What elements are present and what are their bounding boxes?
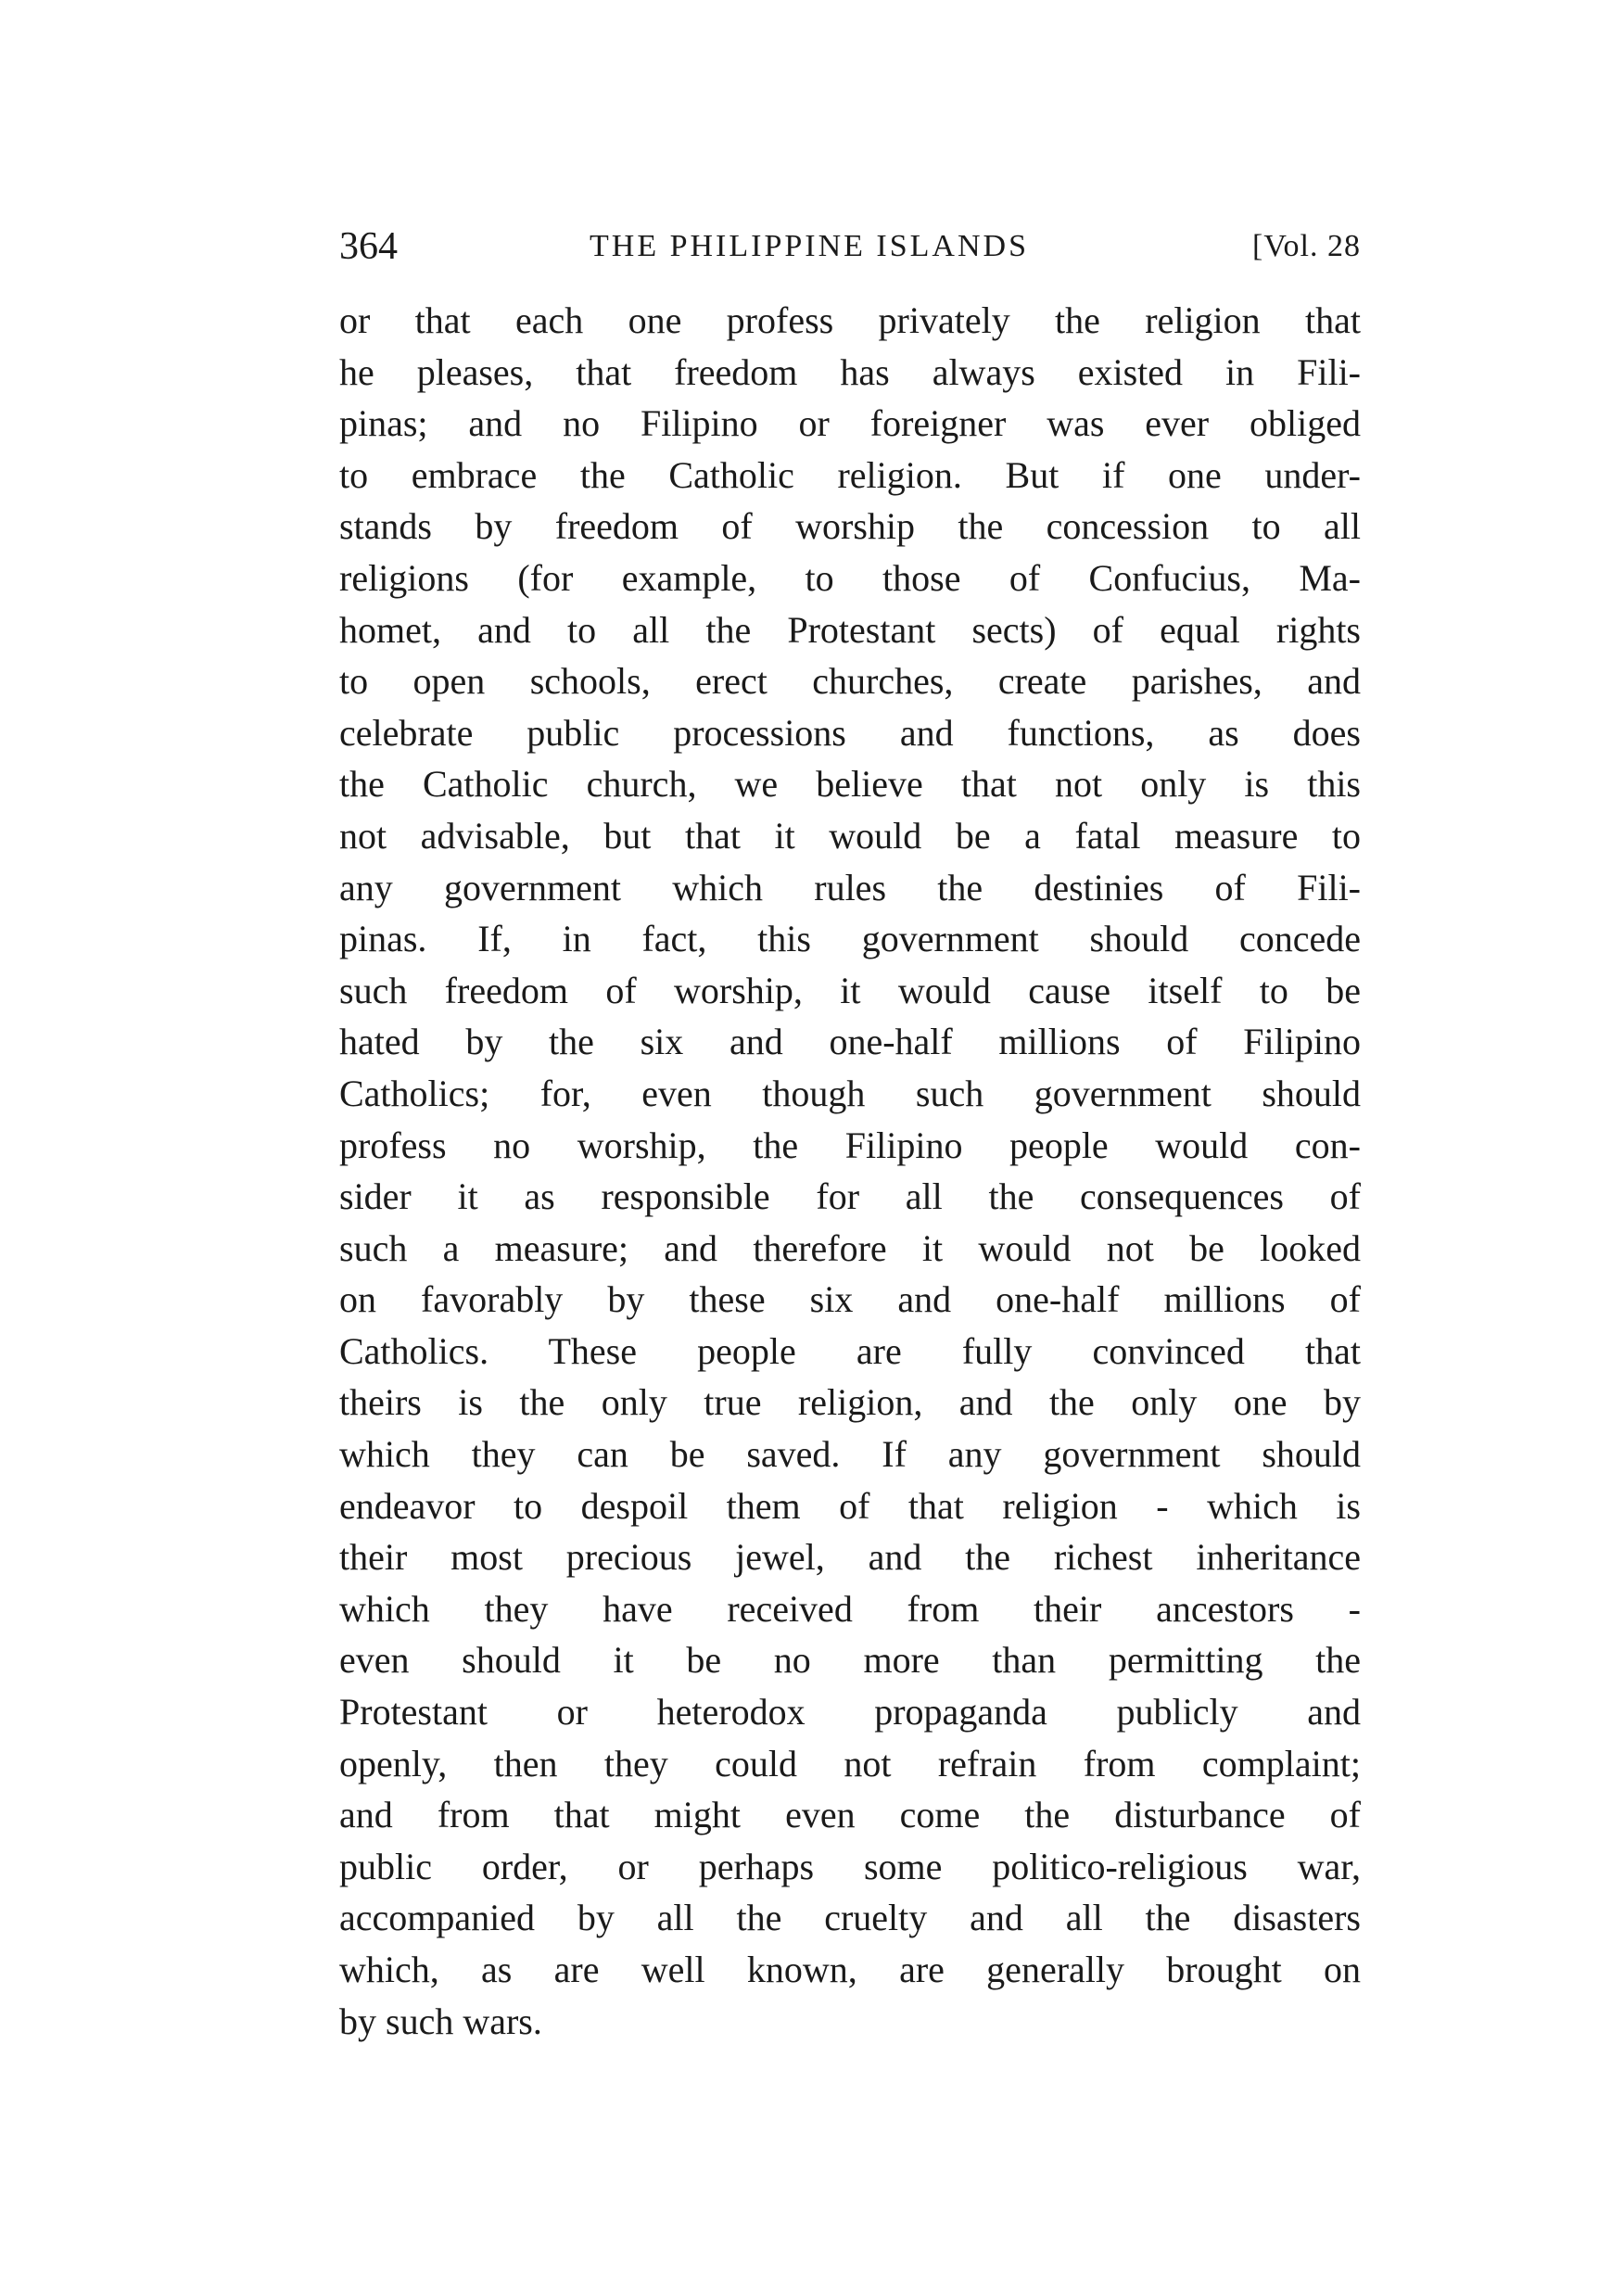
text-line: to open schools, erect churches, create parishes, and — [339, 660, 1361, 703]
text-line: not advisable, but that it would be a fatal measure to — [339, 814, 1361, 857]
text-line: religions (for example, to those of Confucius, Ma- — [339, 556, 1361, 599]
text-line: stands by freedom of worship the concession to all — [339, 505, 1361, 548]
text-line: celebrate public processions and functions, as does — [339, 711, 1361, 754]
text-line: which, as are well known, are generally brought on — [339, 1949, 1361, 1990]
text-line: their most precious jewel, and the richest inheritance — [339, 1536, 1361, 1579]
text-line: such freedom of worship, it would cause itself to be — [339, 969, 1361, 1011]
text-line: on favorably by these six and one-half millions of — [339, 1278, 1361, 1321]
text-line: sider it as responsible for all the consequences of — [339, 1175, 1361, 1218]
volume-label: [Vol. 28 — [1252, 229, 1361, 263]
text-line: which they have received from their ancestors - — [339, 1587, 1361, 1630]
text-line: or that each one profess privately the religion that — [339, 299, 1361, 341]
text-line: public order, or perhaps some politico-religious war, — [339, 1845, 1361, 1887]
text-line: he pleases, that freedom has always existed in Fili- — [339, 350, 1361, 393]
text-line: accompanied by all the cruelty and all the disasters — [339, 1897, 1361, 1939]
text-line: hated by the six and one-half millions of Filipino — [339, 1021, 1361, 1063]
text-line: endeavor to despoil them of that religion - which is — [339, 1484, 1361, 1527]
text-line: even should it be no more than permitting the — [339, 1639, 1361, 1682]
text-line: homet, and to all the Protestant sects) of equal rights — [339, 608, 1361, 651]
text-line: any government which rules the destinies of Fili- — [339, 866, 1361, 908]
text-line: to embrace the Catholic religion. But if one under- — [339, 453, 1361, 496]
text-line: such a measure; and therefore it would not be looked — [339, 1226, 1361, 1269]
text-line: pinas. If, in fact, this government should concede — [339, 918, 1361, 960]
text-line: which they can be saved. If any government should — [339, 1433, 1361, 1476]
body-text — [339, 295, 1361, 2047]
text-line: theirs is the only true religion, and the only one by — [339, 1381, 1361, 1424]
text-line: Catholics. These people are fully convinced that — [339, 1329, 1361, 1372]
text-line: profess no worship, the Filipino people would con- — [339, 1124, 1361, 1166]
text-line: openly, then they could not refrain from complaint; — [339, 1742, 1361, 1784]
text-line: and from that might even come the disturbance of — [339, 1794, 1361, 1836]
running-header — [339, 219, 1361, 274]
running-title: THE PHILIPPINE ISLANDS — [590, 229, 1029, 263]
text-line: the Catholic church, we believe that not only is this — [339, 763, 1361, 806]
text-line: Protestant or heterodox propaganda publicly and — [339, 1691, 1361, 1734]
page-number: 364 — [339, 225, 398, 268]
text-line-last: by such wars. — [339, 2000, 542, 2042]
text-line: Catholics; for, even though such government should — [339, 1072, 1361, 1114]
text-line: pinas; and no Filipino or foreigner was ever obliged — [339, 402, 1361, 445]
